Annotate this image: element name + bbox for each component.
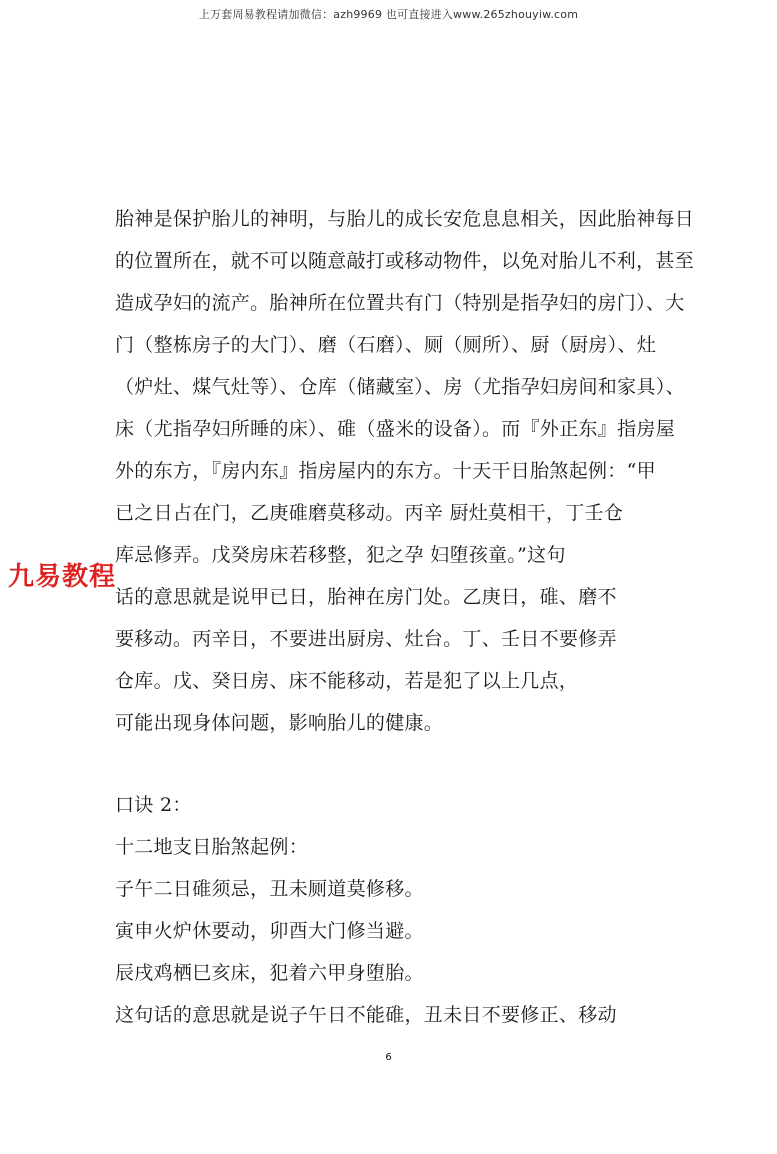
paragraph-line: （炉灶、煤气灶等）、仓库（储藏室）、房（尤指孕妇房间和家具）、 <box>115 376 685 398</box>
explanation-line: 这句话的意思就是说子午日不能碓，丑未日不要修正、移动 <box>115 1004 617 1026</box>
paragraph-line: 可能出现身体问题，影响胎儿的健康。 <box>115 712 444 734</box>
verse-line: 辰戌鸡栖巳亥床，犯着六甲身堕胎。 <box>115 962 424 984</box>
paragraph-line: 要移动。丙辛日，不要进出厨房、灶台。丁、壬日不要修弄 <box>115 628 617 650</box>
page-number: 6 <box>385 1052 392 1063</box>
paragraph-line: 门（整栋房子的大门）、磨（石磨）、厕（厕所）、厨（厨房）、灶 <box>115 334 657 356</box>
document-body <box>115 198 695 1036</box>
verse-line: 寅申火炉休要动，卯酉大门修当避。 <box>115 920 424 942</box>
section-heading: 口诀 2： <box>115 794 192 816</box>
paragraph-line: 胎神是保护胎儿的神明，与胎儿的成长安危息息相关，因此胎神每日 <box>115 208 695 230</box>
section-subheading: 十二地支日胎煞起例： <box>115 836 309 858</box>
paragraph-line: 仓库。戊、癸日房、床不能移动，若是犯了以上几点， <box>115 670 579 692</box>
paragraph-line: 外的东方，『房内东』指房屋内的东方。十天干日胎煞起例：“甲 <box>115 460 656 482</box>
paragraph-line: 造成孕妇的流产。胎神所在位置共有门（特别是指孕妇的房门）、大 <box>115 292 685 314</box>
paragraph-line: 床（尤指孕妇所睡的床）、碓（盛米的设备）。而『外正东』指房屋 <box>115 418 676 440</box>
paragraph-line: 的位置所在，就不可以随意敲打或移动物件，以免对胎儿不利，甚至 <box>115 250 695 272</box>
verse-line: 子午二日碓须忌，丑未厕道莫修移。 <box>115 878 424 900</box>
paragraph-gap <box>115 744 675 784</box>
paragraph-line: 已之日占在门，乙庚碓磨莫移动。丙辛 厨灶莫相干，丁壬仓 <box>115 502 624 524</box>
paragraph-line: 库忌修弄。戊癸房床若移整，犯之孕 妇堕孩童。”这句 <box>115 544 566 566</box>
paragraph-line: 话的意思就是说甲已日，胎神在房门处。乙庚日，碓、磨不 <box>115 586 617 608</box>
watermark-logo: 九易教程 <box>8 562 117 592</box>
header-promo-text: 上万套周易教程请加微信：azh9969 也可直接进入www.265zhouyiw.com <box>198 8 579 21</box>
